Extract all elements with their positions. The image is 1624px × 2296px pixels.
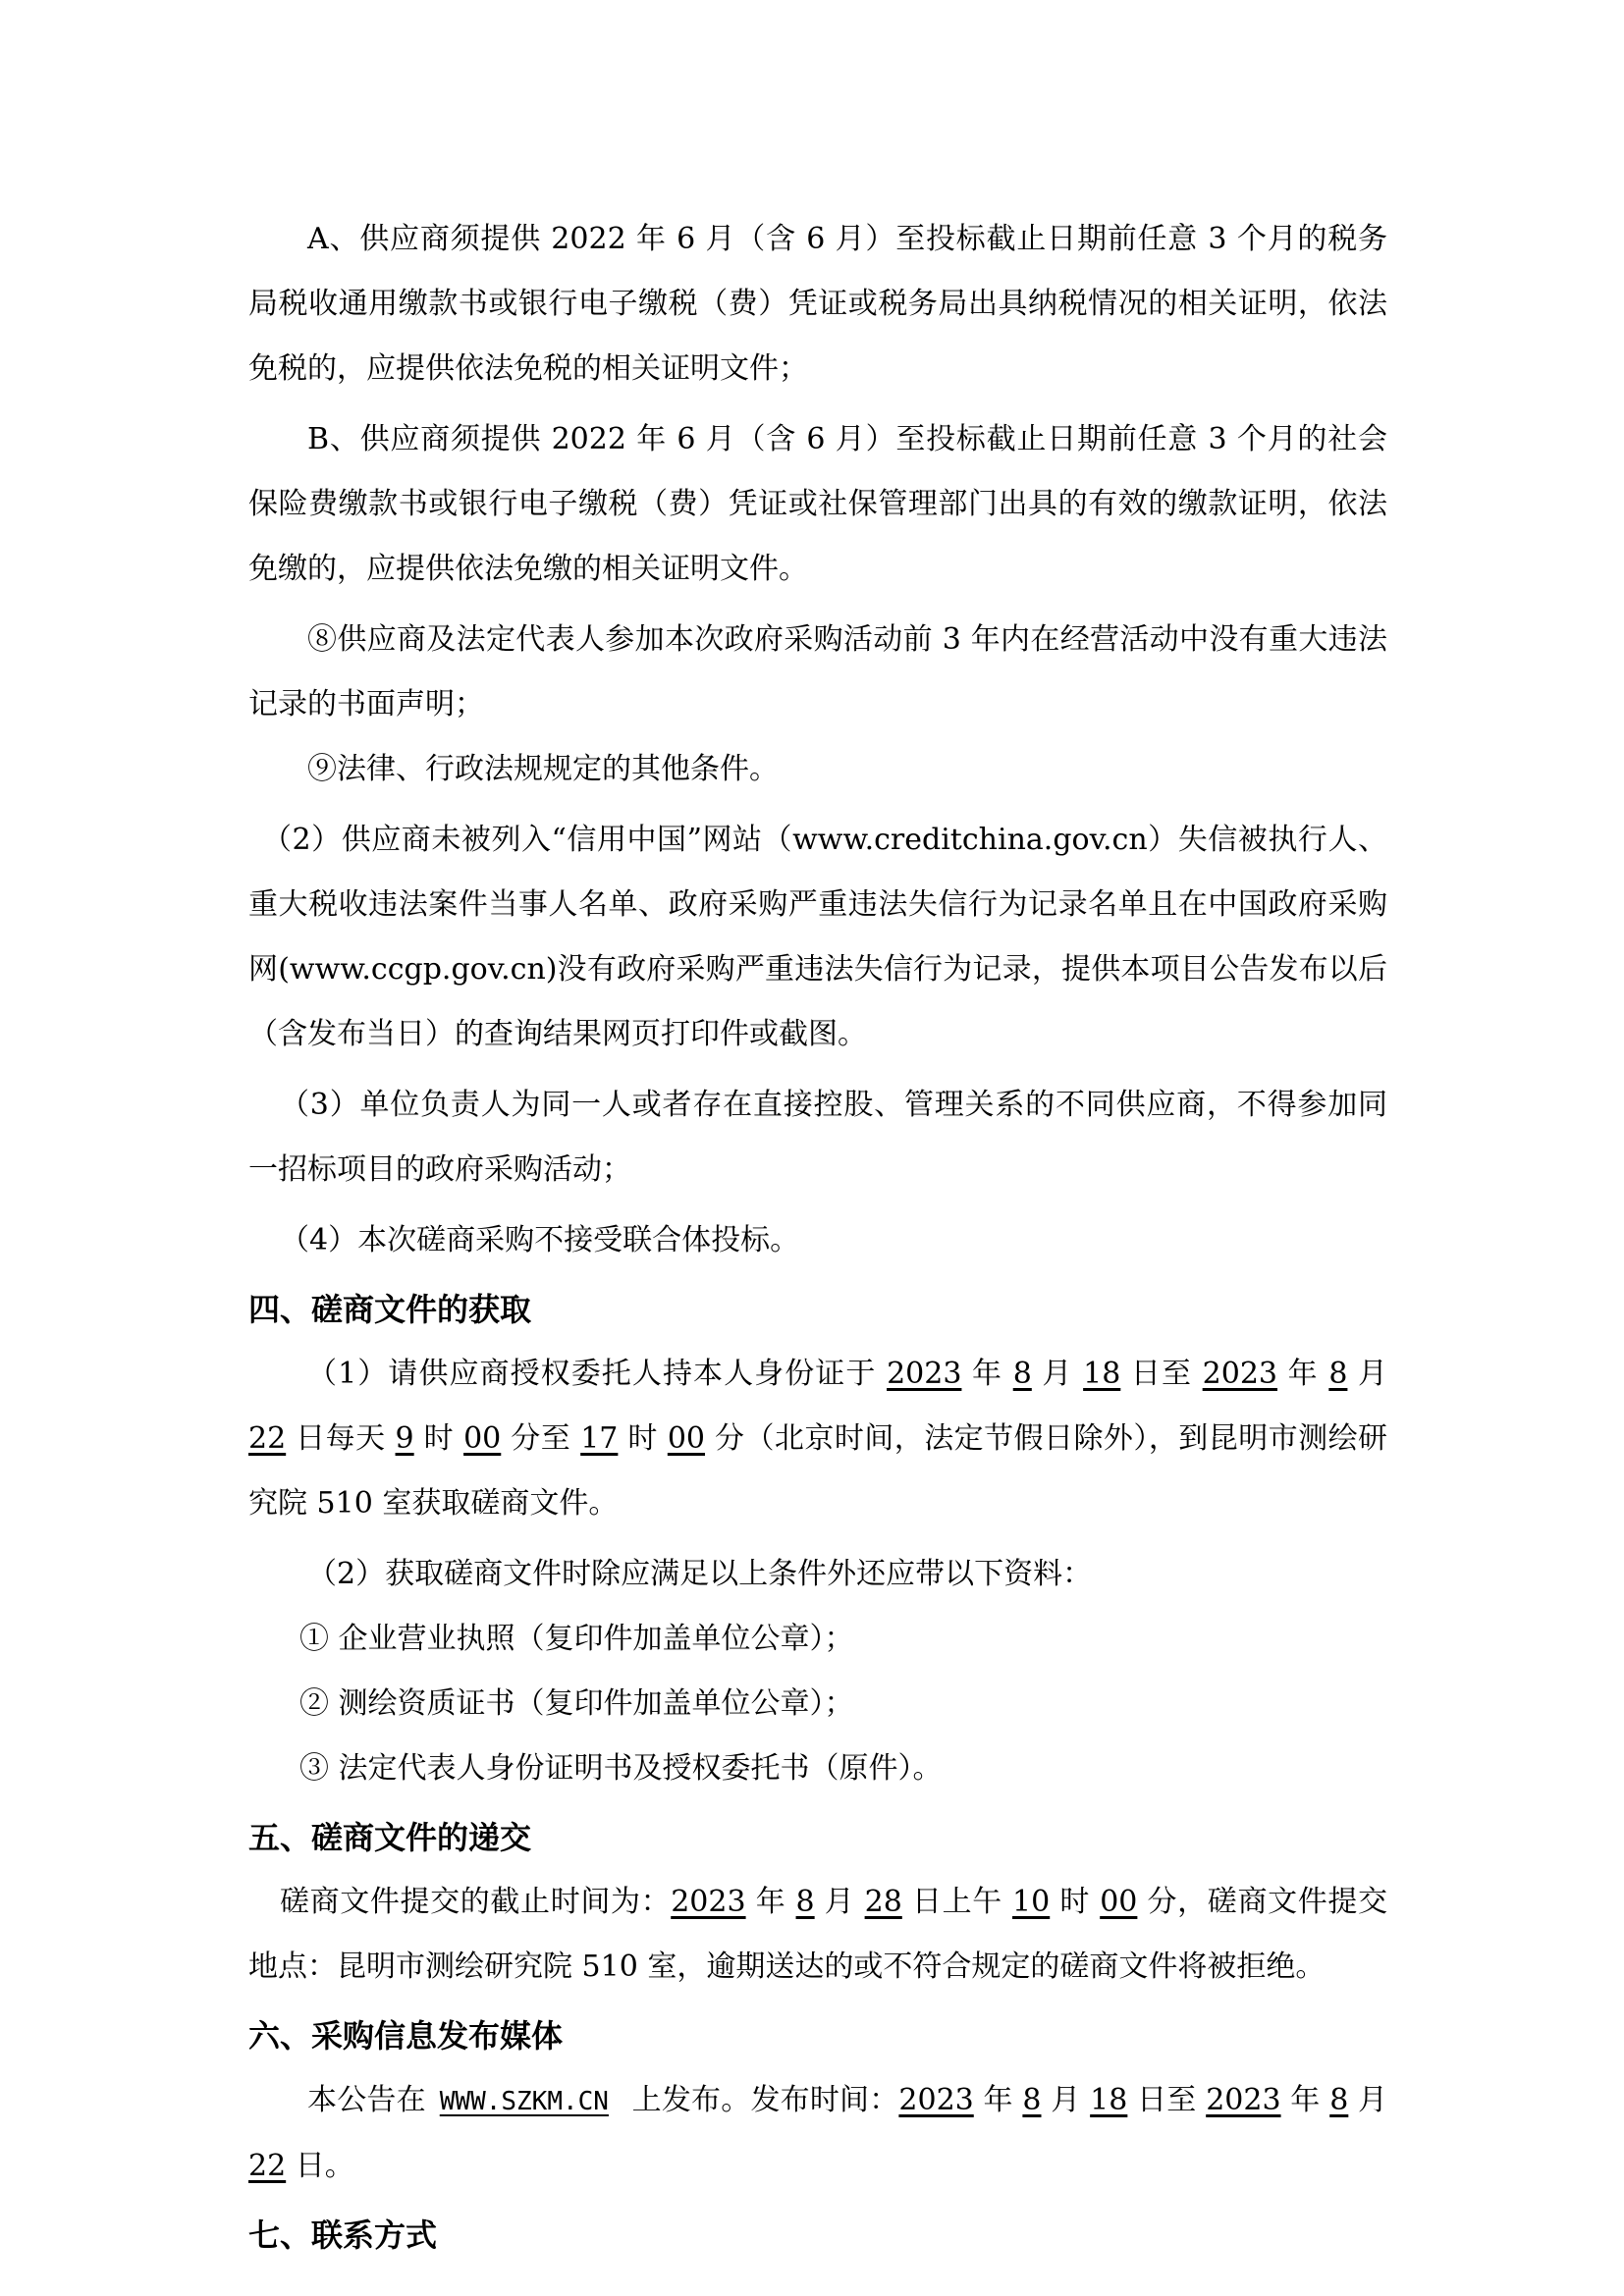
text-fragment: 年 xyxy=(973,2083,1023,2117)
text-fragment: 分，磋商文件提交地点：昆明市测绘研究院 510 室，逾期送达的或不符合规定的磋商文件将被拒绝。 xyxy=(248,1885,1387,1984)
text-fragment: 分至 xyxy=(501,1421,581,1456)
paragraph-same-responsible-person: （3）单位负责人为同一人或者存在直接控股、管理关系的不同供应商，不得参加同一招标项目的政府采购活动； xyxy=(248,1088,1387,1187)
text-fragment: 月 xyxy=(814,1885,865,1919)
text-fragment: 月 xyxy=(1348,2083,1388,2117)
deadline-minute: 00 xyxy=(1100,1885,1138,1919)
text-fragment: 时 xyxy=(618,1421,668,1456)
publish-end-day: 22 xyxy=(248,2149,287,2183)
paragraph-required-materials: （2）获取磋商文件时除应满足以上条件外还应带以下资料： xyxy=(307,1557,1093,1591)
deadline-month: 8 xyxy=(795,1885,815,1919)
text-fragment: 上发布。发布时间： xyxy=(622,2083,899,2117)
paragraph-other-conditions: ⑨法律、行政法规规定的其他条件。 xyxy=(307,752,779,786)
text-fragment: 日上午 xyxy=(901,1885,1013,1919)
deadline-hour: 10 xyxy=(1012,1885,1051,1919)
paragraph-submission-deadline xyxy=(248,1870,1387,2000)
text-fragment: 磋商文件提交的截止时间为： xyxy=(280,1885,672,1919)
obtain-end-minute: 00 xyxy=(667,1421,706,1456)
obtain-end-hour: 17 xyxy=(580,1421,619,1456)
paragraph-credit-check: （2）供应商未被列入“信用中国”网站（www.creditchina.gov.cn）失信被执行人、重大税收违法案件当事人名单、政府采购严重违法失信行为记录名单且在中国政府采购网(www.ccgp.gov.cn)没有政府采购严重违法失信行为记录，提供本项目公告发布以后（含发布当日）的查询结果网页打印件或截图。 xyxy=(248,823,1387,1051)
obtain-start-day: 18 xyxy=(1083,1357,1121,1391)
text-fragment: 月 xyxy=(1347,1357,1388,1391)
text-fragment: 日至 xyxy=(1120,1357,1203,1391)
list-item: ② 测绘资质证书（复印件加盖单位公章）； xyxy=(299,1686,854,1721)
text-fragment: 月 xyxy=(1031,1357,1084,1391)
text-fragment: （1）请供应商授权委托人持本人身份证于 xyxy=(307,1357,888,1391)
list-item: ① 企业营业执照（复印件加盖单位公章）； xyxy=(299,1622,854,1656)
text-fragment: 日每天 xyxy=(286,1421,396,1456)
section-5-title: 五、磋商文件的递交 xyxy=(248,1819,532,1856)
obtain-end-month: 8 xyxy=(1328,1357,1348,1391)
text-fragment: 本公告在 xyxy=(307,2083,426,2117)
paragraph-tax-proof: A、供应商须提供 2022 年 6 月（含 6 月）至投标截止日期前任意 3 个月的税务局税收通用缴款书或银行电子缴税（费）凭证或税务局出具纳税情况的相关证明，依法免税的，应提供依法免税的相关证明文件； xyxy=(248,222,1387,386)
section-4-title: 四、磋商文件的获取 xyxy=(248,1291,532,1328)
paragraph-no-consortium: （4）本次磋商采购不接受联合体投标。 xyxy=(280,1223,800,1257)
obtain-start-hour: 9 xyxy=(395,1421,414,1456)
text-fragment: 日至 xyxy=(1127,2083,1207,2117)
text-fragment: 年 xyxy=(745,1885,796,1919)
text-fragment: 月 xyxy=(1041,2083,1091,2117)
text-fragment: 年 xyxy=(961,1357,1013,1391)
publication-site-link[interactable]: WWW.SZKM.CN xyxy=(439,2087,609,2116)
obtain-end-day: 22 xyxy=(248,1421,287,1456)
publish-start-month: 8 xyxy=(1022,2083,1042,2117)
obtain-end-year: 2023 xyxy=(1202,1357,1278,1391)
paragraph-publication-media xyxy=(248,2068,1387,2199)
section-7-title: 七、联系方式 xyxy=(248,2216,438,2254)
paragraph-social-insurance-proof: B、供应商须提供 2022 年 6 月（含 6 月）至投标截止日期前任意 3 个月的社会保险费缴款书或银行电子缴税（费）凭证或社保管理部门出具的有效的缴款证明，依法免缴的，应提供依法免缴的相关证明文件。 xyxy=(248,422,1387,586)
obtain-start-month: 8 xyxy=(1012,1357,1032,1391)
obtain-start-minute: 00 xyxy=(463,1421,502,1456)
publish-start-year: 2023 xyxy=(898,2083,974,2117)
section-6-title: 六、采购信息发布媒体 xyxy=(248,2017,564,2055)
publish-end-month: 8 xyxy=(1329,2083,1349,2117)
text-fragment: 分（北京时间，法定节假日除外），到昆明市测绘研究院 510 室获取磋商文件。 xyxy=(248,1421,1388,1521)
list-item: ③ 法定代表人身份证明书及授权委托书（原件）。 xyxy=(299,1751,943,1786)
deadline-day: 28 xyxy=(864,1885,902,1919)
text-fragment: 年 xyxy=(1277,1357,1329,1391)
text-fragment: 时 xyxy=(1050,1885,1101,1919)
text-fragment: 年 xyxy=(1280,2083,1330,2117)
publish-start-day: 18 xyxy=(1090,2083,1128,2117)
text-fragment: 日。 xyxy=(286,2149,354,2183)
paragraph-obtain-documents xyxy=(248,1342,1387,1536)
obtain-start-year: 2023 xyxy=(887,1357,962,1391)
deadline-year: 2023 xyxy=(671,1885,746,1919)
text-fragment: 时 xyxy=(413,1421,464,1456)
publish-end-year: 2023 xyxy=(1206,2083,1281,2117)
document-body xyxy=(248,207,1387,2268)
paragraph-no-violation-statement: ⑧供应商及法定代表人参加本次政府采购活动前 3 年内在经营活动中没有重大违法记录的书面声明； xyxy=(248,622,1387,721)
